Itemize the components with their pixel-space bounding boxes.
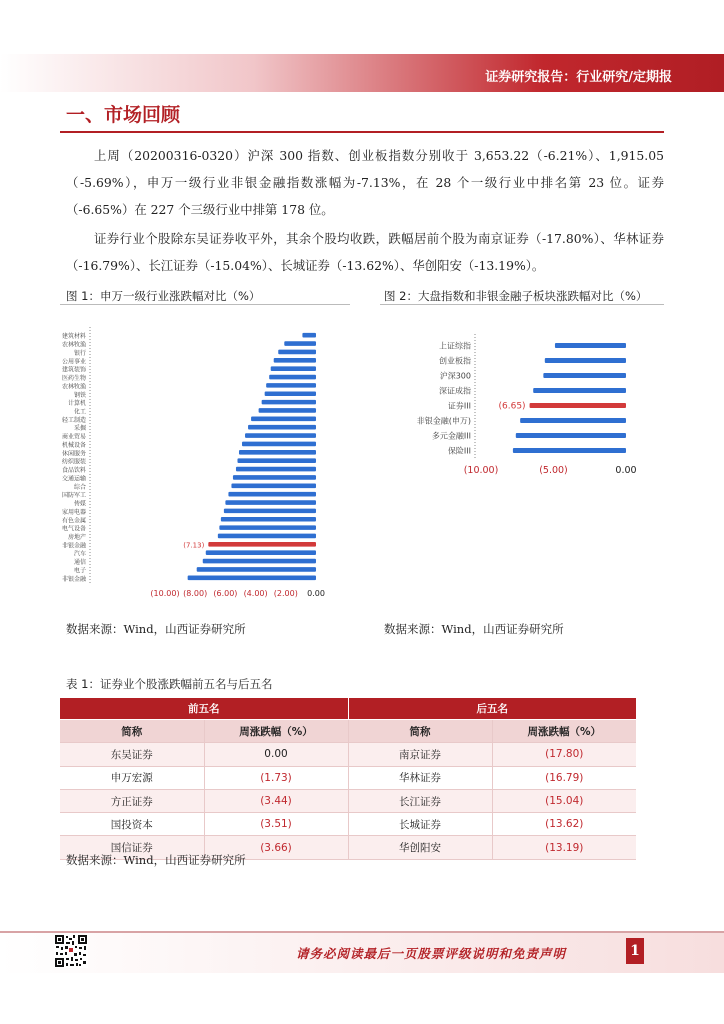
bar	[228, 492, 316, 497]
bar	[237, 458, 316, 463]
x-tick-label: (8.00)	[183, 589, 208, 598]
top-name: 国信证券	[60, 836, 204, 859]
table-row	[60, 789, 636, 812]
category-label: 电子	[73, 567, 86, 575]
figure-1-caption: 图 1：申万一级行业涨跌幅对比（%）	[66, 289, 261, 303]
category-label: 家用电器	[61, 508, 86, 516]
bar	[242, 442, 316, 447]
bar	[533, 388, 626, 393]
category-label: 非银金融(申万)	[416, 416, 471, 426]
category-label: 上证综指	[439, 341, 471, 351]
category-label: 保险III	[447, 446, 471, 456]
category-label: 医药生物	[61, 375, 86, 383]
bar	[236, 467, 316, 472]
section-divider	[60, 131, 664, 133]
bar	[224, 509, 316, 514]
table-row	[60, 743, 636, 766]
bar	[239, 450, 316, 455]
chart-industry-returns	[61, 310, 346, 610]
category-label: 采掘	[73, 425, 86, 433]
bar	[245, 433, 316, 438]
category-label: 交通运输	[61, 475, 86, 483]
bar	[188, 576, 316, 581]
category-label: 商业贸易	[61, 433, 86, 441]
bar	[203, 559, 316, 564]
x-tick-label: 0.00	[307, 589, 325, 598]
bottom-name: 长城证券	[348, 813, 492, 836]
category-label: 证券III	[447, 401, 471, 411]
bar	[248, 425, 316, 430]
category-label: 创业板指	[439, 356, 471, 366]
bar	[251, 417, 316, 422]
top-change: (3.66)	[204, 836, 348, 859]
group-top-header: 前五名	[60, 698, 348, 720]
category-label: 通信	[73, 559, 86, 567]
bar	[265, 391, 316, 396]
bar	[218, 534, 316, 539]
bar	[543, 373, 626, 378]
figure-2-caption: 图 2：大盘指数和非银金融子板块涨跌幅对比（%）	[384, 289, 648, 303]
figure-1-rule	[60, 304, 350, 305]
category-label: 化工	[73, 408, 86, 416]
top-change: 0.00	[204, 743, 348, 766]
chart-index-returns	[384, 310, 664, 490]
qr-code-icon	[54, 934, 88, 968]
x-tick-label: (6.00)	[213, 589, 238, 598]
bar	[259, 408, 316, 413]
report-type-title: 证券研究报告：行业研究/定期报	[485, 70, 672, 85]
figure-2-rule	[380, 304, 664, 305]
bar	[516, 433, 626, 438]
table-caption: 表 1：证券业个股涨跌幅前五名与后五名	[66, 677, 273, 691]
x-tick-label: (2.00)	[273, 589, 298, 598]
category-label: 机械设备	[61, 441, 86, 449]
category-label: 沪深300	[439, 371, 471, 381]
bottom-change: (13.19)	[492, 836, 636, 859]
top-name: 申万宏源	[60, 766, 204, 789]
table-source: 数据来源：Wind，山西证券研究所	[66, 853, 246, 867]
category-label: 轻工制造	[61, 416, 86, 424]
bar	[262, 400, 316, 405]
section-title: 一、市场回顾	[66, 104, 181, 126]
highlight-bar	[208, 542, 316, 547]
bar	[545, 358, 626, 363]
figure-1-source: 数据来源：Wind，山西证券研究所	[66, 622, 246, 636]
category-label: 国防军工	[61, 492, 86, 500]
category-label: 有色金属	[61, 517, 86, 525]
category-label: 非银金融	[61, 542, 86, 550]
bottom-name: 华林证券	[348, 766, 492, 789]
broker-returns-table	[60, 698, 636, 860]
top-name: 方正证券	[60, 789, 204, 812]
top-name: 国投资本	[60, 813, 204, 836]
bottom-change: (17.80)	[492, 743, 636, 766]
top-change: (3.51)	[204, 813, 348, 836]
category-label: 房地产	[67, 533, 86, 541]
table-row	[60, 813, 636, 836]
bar	[219, 525, 316, 530]
highlight-value-label: (7.13)	[183, 541, 205, 550]
highlight-bar	[530, 403, 626, 408]
bar	[221, 517, 316, 522]
col-change-header: 周涨跌幅（%）	[492, 720, 636, 743]
category-label: 建筑装饰	[61, 366, 86, 374]
bar	[206, 550, 316, 555]
bar	[266, 383, 316, 388]
category-label: 深证成指	[439, 386, 471, 396]
category-label: 公用事业	[61, 358, 86, 366]
bar	[225, 500, 316, 505]
group-bottom-header: 后五名	[348, 698, 636, 720]
bar	[233, 475, 316, 480]
category-label: 农林牧渔	[61, 341, 86, 349]
bottom-change: (13.62)	[492, 813, 636, 836]
category-label: 钢铁	[73, 391, 86, 399]
category-label: 银行	[73, 349, 86, 357]
col-change-header: 周涨跌幅（%）	[204, 720, 348, 743]
col-name-header: 简称	[60, 720, 204, 743]
figure-2-source: 数据来源：Wind，山西证券研究所	[384, 622, 564, 636]
bar	[520, 418, 626, 423]
bottom-name: 长江证券	[348, 789, 492, 812]
table-row	[60, 766, 636, 789]
bar	[555, 343, 626, 348]
category-label: 综合	[73, 483, 86, 491]
page-number: 1	[626, 938, 644, 964]
x-tick-label: (10.00)	[463, 465, 499, 476]
bar	[197, 567, 316, 572]
bar	[513, 448, 626, 453]
bar	[269, 375, 316, 380]
category-label: 农林牧渔	[61, 383, 86, 391]
paragraph-stock-moves: 证券行业个股除东吴证券收平外，其余个股均收跌，跌幅居前个股为南京证券（-17.80%）、华林证券（-16.79%）、长江证券（-15.04%）、长城证券（-13.62%）、华创阳安（-13.19%）。	[66, 231, 664, 273]
bar	[231, 483, 316, 488]
footer-disclaimer: 请务必阅读最后一页股票评级说明和免责声明	[296, 946, 567, 961]
bar	[274, 358, 316, 363]
bottom-name: 南京证券	[348, 743, 492, 766]
category-label: 非银金融	[61, 575, 86, 583]
bottom-name: 华创阳安	[348, 836, 492, 859]
bar	[278, 350, 316, 355]
col-name-header: 简称	[348, 720, 492, 743]
x-tick-label: (4.00)	[243, 589, 268, 598]
highlight-value-label: (6.65)	[498, 401, 526, 412]
paragraph-market-review: 上周（20200316-0320）沪深 300 指数、创业板指数分别收于 3,653.22（-6.21%）、1,915.05（-5.69%），申万一级行业非银金融指数涨幅为-7.13%，在 28 个一级行业中排名第 23 位。证券（-6.65%）在 227 个三级行业中排第 178 位。	[66, 148, 664, 217]
category-label: 休闲服务	[61, 450, 86, 458]
x-tick-label: 0.00	[615, 465, 637, 476]
bar	[284, 341, 316, 346]
category-label: 电气设备	[61, 525, 86, 533]
table-group-header	[60, 698, 636, 720]
category-label: 汽车	[73, 550, 86, 558]
category-label: 多元金融III	[431, 431, 471, 441]
bar	[302, 333, 316, 338]
table-column-header	[60, 720, 636, 743]
top-change: (3.44)	[204, 789, 348, 812]
category-label: 建筑材料	[61, 333, 86, 341]
top-change: (1.73)	[204, 766, 348, 789]
category-label: 传媒	[73, 500, 86, 508]
top-name: 东吴证券	[60, 743, 204, 766]
category-label: 纺织服装	[61, 458, 86, 466]
bottom-change: (16.79)	[492, 766, 636, 789]
bar	[271, 366, 316, 371]
category-label: 食品饮料	[61, 467, 86, 475]
category-label: 计算机	[67, 400, 86, 408]
x-tick-label: (10.00)	[150, 589, 180, 598]
x-tick-label: (5.00)	[539, 465, 568, 476]
bottom-change: (15.04)	[492, 789, 636, 812]
